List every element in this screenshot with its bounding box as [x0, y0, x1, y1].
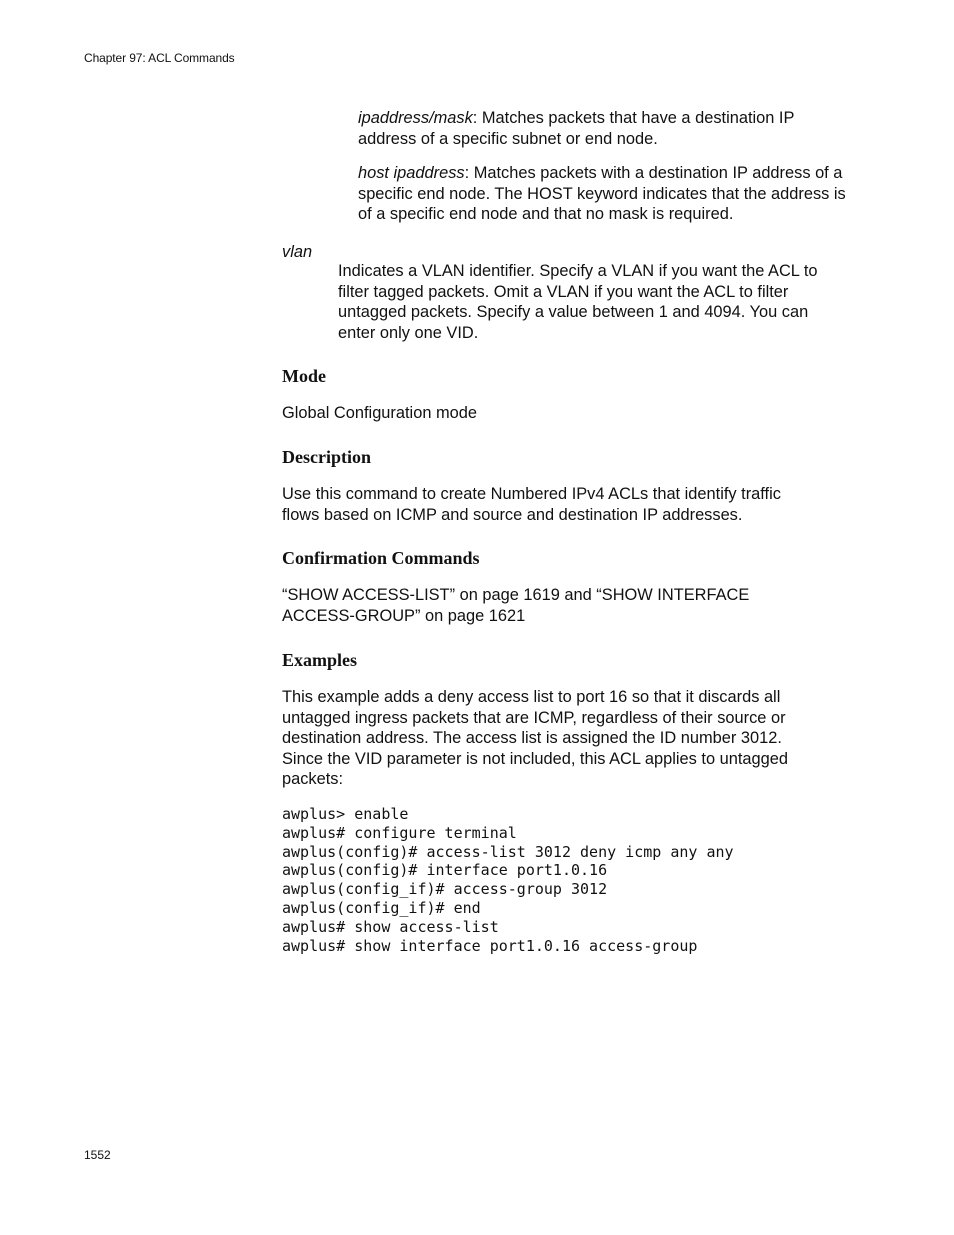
param-ipaddress-mask	[358, 108, 848, 149]
description-text: Use this command to create Numbered IPv4 ACLs that identify traffic flows based on ICMP and source and destination IP addresses.	[282, 485, 781, 524]
mode-heading: Mode	[282, 366, 326, 386]
description-heading: Description	[282, 447, 371, 467]
code-line: awplus# show interface port1.0.16 access-group	[282, 936, 698, 955]
confirmation-heading: Confirmation Commands	[282, 548, 480, 568]
examples-text: This example adds a deny access list to port 16 so that it discards all untagged ingress packets that are ICMP, regardless of their source or destination address. The access list is assigned the ID number 3012. Since the VID parameter is not included, this ACL applies to untagged packets:	[282, 688, 788, 788]
code-line: awplus> enable	[282, 805, 409, 823]
param-text: : Matches packets that have a destination IP address of a specific subnet or end node.	[358, 109, 795, 148]
code-line: awplus# show access-list	[282, 917, 499, 936]
param-term: host ipaddress	[358, 164, 465, 182]
mode-text: Global Configuration mode	[282, 404, 477, 422]
param-host-ipaddress	[358, 163, 848, 225]
examples-heading: Examples	[282, 650, 358, 670]
code-line: awplus(config_if)# end	[282, 898, 481, 917]
code-line: awplus# configure terminal	[282, 823, 517, 842]
page-header: Chapter 97: ACL Commands	[84, 51, 235, 65]
code-line: awplus(config_if)# access-group 3012	[282, 880, 608, 899]
confirmation-text: “SHOW ACCESS-LIST” on page 1619 and “SHOW INTERFACE ACCESS-GROUP” on page 1621	[282, 586, 750, 625]
page-number: 1552	[84, 1148, 111, 1162]
code-line: awplus(config)# interface port1.0.16	[282, 861, 608, 880]
param-term: ipaddress/mask	[358, 109, 473, 127]
code-example	[282, 805, 734, 955]
param-text: : Matches packets with a destination IP address of a specific end node. The HOST keyword indicates that the address is of a specific end node and that no mask is required.	[358, 164, 846, 223]
param-vlan-name: vlan	[282, 243, 313, 261]
code-line: awplus(config)# access-list 3012 deny icmp any any	[282, 842, 734, 861]
param-vlan-description: Indicates a VLAN identifier. Specify a VLAN if you want the ACL to filter tagged packets. Omit a VLAN if you want the ACL to filter untagged packets. Specify a value between 1 and 4094. You can enter only one VID.	[338, 262, 818, 342]
